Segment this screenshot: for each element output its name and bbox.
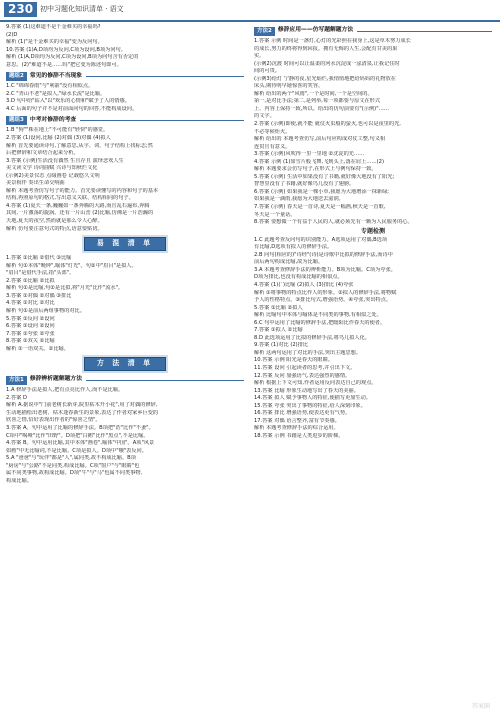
text-line: 17.答案 对偶 语言整齐,富有节奏感。 (254, 417, 340, 424)
text-line: 后把修辞和文章结合起来分析。 (6, 150, 79, 157)
text-line: 解析 (1)"是千金难买的幸福"变为反问句。 (6, 39, 103, 46)
text-line: 解析 句①是比喻,句②是比拟,将"月光"比作"流水"。 (6, 285, 124, 292)
text-line: 前后两句构成比喻,故为比喻。 (254, 259, 324, 266)
banner-title: 易 混 清 单 (84, 237, 166, 251)
text-line: 14.答案 拟人 赋予事物人的特征,使描写更加生动。 (254, 395, 371, 402)
section-tag: 题组2 (6, 72, 27, 81)
text-line: 解析 比喻句中本体与喻体是不同类的事物,有相似之处。 (254, 312, 382, 319)
text-line: 9.答案 (1)对比 (2)排比 (254, 342, 309, 349)
answer-block-2 (6, 83, 244, 113)
section-divider (86, 76, 244, 77)
text-line: 10.答案 示例 阳光是春天的眼睛。 (254, 357, 333, 364)
section-heading (6, 115, 244, 125)
text-line: "厨房"与"公路"不是同类,构成比喻。C项"窗户"与"眼睛"也 (6, 462, 140, 469)
text-line: 2.答案 D (6, 394, 27, 401)
text-line: 3.D 句中给"钻入"以"欢乐的心情和"赋予了人的情感。 (6, 98, 130, 105)
text-line: 欣喜之情,恰好表现出作者的"惊喜之情"。 (6, 417, 101, 424)
text-line: "眉目"是借代手法,指"头部"。 (6, 270, 75, 277)
text-line: 7.答案 ①拟人 ②比喻 (254, 327, 303, 334)
left-column (6, 24, 244, 485)
text-line: 1.C 此题考查反问句的识别能力。A选项运用了对偶,B选项 (254, 236, 388, 243)
text-line: 解析 给出的 本题考查仿写,前后句应构成对仗工整,句义相 (254, 136, 386, 143)
text-line: 构成比喻。 (6, 477, 32, 484)
text-line: 1.答案 示例 时间是一盏灯,心灯的光彩照在我身上,这是草木努力成长 (254, 38, 411, 44)
text-line: 解析 本题考查修辞手法的综合运用。 (254, 425, 339, 432)
section-title: 修辞辨析题解题方法 (29, 376, 83, 383)
text-line: 5.答案 ①比喻 ②拟人 (254, 304, 303, 311)
text-line: 解析 本题要求会仿写句子,在形式上与例句保持一致。 (254, 166, 377, 173)
text-line: (示例3)给灯 宁静的夜,星光灿烂,我悄悄地把给妈妈的礼物放在 (254, 75, 396, 82)
section-title: 常见的修辞不当现象 (29, 72, 83, 79)
text-line: 解析 (1)A,D项均为反问,C项为设问,B项为问句含有否定的 (6, 54, 139, 61)
text-line: 解析 本题考查仿写句子的能力。首先要读懂写的内容和句子的基本 (6, 187, 159, 194)
text-line: 其间,一片激荡的旋涡。还有一片山峦 (2)比喻,仿佛是一片浩瀚的 (6, 210, 154, 217)
text-line: 13.答案 比喻 形象生动地写出了春天的美丽。 (254, 387, 359, 394)
text-line: 美景相伴 奏出生命交响曲 (6, 180, 65, 187)
text-line: 4.答案 (1)(ˇ)比喻 (2)拟人 (3)排比 (4)夸张 (254, 281, 354, 288)
text-line: 上、内容上保持一致,所以。给出的仿句前要有"(示例)"…… (254, 105, 389, 112)
text-line: 如果我是一滴雨,我愿为大地送去滋润。 (254, 196, 344, 203)
text-line: 1.B "狗""株在地上"不可能有"轻快"的感觉。 (6, 127, 109, 134)
text-line: 2.答案 (1)设问,比喻 (2)对偶 (3)对偶 (4)拟人 (6, 135, 111, 142)
text-line: 10.答案 (1)A,D项均为反问,C项为设问,B项为问句。 (6, 46, 126, 53)
text-line: (示例2)沉渡 时间可以让温柔的河水沉淀成一泓清泉,让我记住时 (254, 60, 400, 67)
right-column (254, 24, 492, 440)
text-line: 解析 给出的两个"风雨",一个是时间,一个是空间的。 (254, 90, 373, 97)
text-line: 3.答案 (示例)生活没有偶然 生且存且 演绎悲欢人生 (6, 157, 124, 164)
answer-block-4 (6, 255, 244, 353)
text-line: 6.答案 ①设问 ②设问 (6, 323, 55, 330)
text-line: 8.D 此选项运用了比拟的修辞手法,将鸟儿拟人化。 (254, 334, 370, 341)
page-number: 230 (4, 2, 37, 17)
answer-block-7 (254, 237, 492, 441)
section-banner (6, 356, 244, 372)
text-line: 实。 (254, 53, 265, 60)
text-line: 1.答案 ①比喻 ②借代 ③比喻 (6, 255, 72, 262)
section-heading (6, 71, 244, 81)
text-line: 冬天是一个童话。 (254, 211, 296, 218)
answer-block-3 (6, 127, 244, 233)
text-line: 天地,夏天的夜空,然而就是那么令人心醉。 (6, 218, 103, 225)
text-line: 1.C "绵绵春雨"与"利箭"没有相似点。 (6, 83, 94, 90)
text-line: 解析 这两句运用了对比的手法,突出主题思想。 (254, 349, 362, 356)
text-line: (示例2)美景仪态 点缀画卷 记载悠久文明 (6, 172, 100, 179)
section-banner (6, 236, 244, 252)
text-line: 属不同类事物,故构成比喻。D项"牛"与"马"也属不同类事物, (6, 470, 143, 477)
text-line: 智慧里没有了书籍,就好像鸟儿没有了翅膀。 (254, 181, 355, 188)
text-line: 18.答案 示例 书籍是人类进步的阶梯。 (254, 432, 344, 439)
section-divider (357, 31, 492, 32)
text-line: 2.B 问句(相应的)"诗经"(诗)是诗歌中比拟的修辞手法,而诗中 (254, 251, 393, 258)
text-line: 1.A 修辞手法是拟人,把有点亮比作人,而不是比喻。 (6, 387, 124, 394)
answer-block-6 (254, 38, 492, 227)
text-line: 的成长,努力的终将得到回报。拥有无悔的人生,会配有甘美的果 (254, 45, 398, 52)
text-line: 有比喻,D选项有拟人的修辞手法。 (254, 244, 333, 251)
text-line: 5.答案 ①反问 ②设问 (6, 315, 55, 322)
section-title: 修辞应用——仿写题解题方法 (277, 27, 354, 34)
text-line: 意思。(2)"难道不是……吗"把它变为陈述句即可。 (6, 61, 122, 68)
text-line: 解析 句①是前后两组事物的对比。 (6, 307, 85, 314)
section-tag: 方法1 (6, 376, 27, 385)
section-heading (254, 26, 492, 36)
answer-block-5 (6, 387, 244, 485)
section-divider (80, 120, 244, 121)
section-divider (86, 380, 244, 381)
page-header (0, 0, 500, 22)
text-line: 4.答案 (1)夏天一条,巍巍如一条奔腾的大路,而且乱石遍布,奔腾 (6, 202, 150, 209)
section-tag: 题组3 (6, 116, 27, 125)
text-line: 2.C "青山不老"是拟人,"绿水长流"是比喻。 (6, 90, 106, 97)
text-line: D项为排比,也没有构成比喻的相似点。 (254, 274, 343, 281)
text-line: 9.答案 (1)这难道不是千金难买的幸福吗? (6, 24, 101, 30)
text-line: 3.答案 ①对偶 ②对偶 ③排比 (6, 292, 72, 299)
answer-block-1 (6, 24, 244, 69)
text-line: 解析 根据上下文可知,作者运用反问表达自己的观点。 (254, 380, 377, 387)
book-title: 初中习题化知识清单 · 语文 (40, 5, 124, 13)
text-line: 12.答案 反问 加强语气,表达强烈的感情。 (254, 372, 351, 379)
text-line: 床头,期待明早她惊喜的笑容。 (254, 83, 324, 90)
text-line: 予人的性格特点。③排比句式,增强语势。④夸张,突出特点。 (254, 297, 392, 304)
section-tag: 方法2 (254, 27, 275, 36)
text-line: 3.A 本题考查修辞手法的辨析能力。B项为比喻。C项为夸张。 (254, 266, 396, 273)
text-line: 的文字。 (254, 113, 275, 120)
section-title-center: 专题检测 (360, 227, 385, 235)
text-line: C项中"喝哑"比作"田野"。D项把"白鹅"比作"黑点",不是比喻。 (6, 432, 149, 439)
text-line: 4.答案 B。句中运用比喻,其中本体"画卷",喻体"中国"。A项"风景 (6, 440, 155, 447)
text-line: 间的可贵。 (254, 68, 280, 75)
text-line: 7.答案 ①夸张 ②夸张 (6, 330, 55, 337)
text-line: (2)D (6, 31, 18, 38)
watermark: 答案圈 (471, 703, 490, 710)
text-line: 生动地描绘出老树、枯木逢春新生的景象,表达了作者对家乡巨变的 (6, 409, 159, 416)
text-line: 解析 句①本体"晚钟",喻体"灯光"。句②中"眉目"是拟人。 (6, 262, 137, 269)
text-line: 解析 A.据说中"门前老树长新芽,院里枯木开小花",用了对偶的修辞, (6, 402, 158, 409)
text-line: 解析 首先要通读诗句,了解意思,从字、词、句子结构上找标志;然 (6, 142, 153, 149)
text-line: 6.答案 (示例) 如果我是一棵小草,我愿为大地增添一抹新绿; (254, 188, 390, 195)
section-title: 中考对修辞的考查 (29, 116, 77, 123)
text-line: 不必等候炬火。 (254, 128, 291, 135)
text-line: 5.A "爸爸"与"玩伴"都是"人",属同类,故不构成比喻。B项 (6, 455, 136, 462)
text-line: 11.答案 设问 引起读者的思考,并引出下文。 (254, 364, 356, 371)
text-line: 8.答案 要想做一个有益于人民的人,就必须先有一颗为人民服务的心。 (254, 219, 413, 226)
text-line: 如画"中无比喻词,不是比喻。C项是拟人。D项中"哦"表反问。 (6, 447, 147, 454)
text-line: 美文读文学 诗词曲赋 兴诗与知秋烂文化 (6, 165, 98, 172)
text-line: 连贯且有意义。 (254, 143, 291, 150)
text-line: 解析 ①一语双关。②比喻。 (6, 345, 69, 352)
text-line: 第一,是对比手法;第二,是列举,每一项都要与原文在形式 (254, 98, 381, 105)
text-line: 16.答案 排比 增强语势,使表达更有气势。 (254, 410, 351, 417)
text-line: 5.答案 (示例) 生活中如果没有了书籍,就好像大地没有了阳光; (254, 173, 395, 180)
text-line: 结构,再照原句的格式,写出意义关联、结构相同的句子。 (6, 195, 134, 202)
text-line: 2.答案 (示例)即使,就不能 就仗火虫般的萤火,也可以是夜里的光, (254, 121, 401, 128)
text-line: 15.答案 夸张 突出了事物的特征,给人深刻印象。 (254, 402, 366, 409)
text-line: 3.答案 (示例)风吹得一里一里地 ②沈淀的光…… (254, 151, 365, 158)
text-line: 8.答案 ①双关 ②比喻 (6, 338, 55, 345)
text-line: 解析 仿句要注意句式的特点,语意要贴切。 (6, 225, 103, 232)
text-line: 3.答案 A。句中运用了比喻的修辞手法。B项把"浩"比作"不蚤"。 (6, 424, 154, 431)
text-line: 7.答案 (示例) 春天是一首诗,夏天是一幅画,秋天是一首歌, (254, 204, 386, 211)
text-line: 解析 ①将事物的特点比作人的形象。②拟人的修辞手法,将物赋 (254, 289, 397, 296)
text-line: 2.答案 ①比喻 ②比拟 (6, 277, 55, 284)
section-heading (6, 375, 244, 385)
text-line: 4.答案 示例 (1)如雪片般飞舞,飞到头上,落在肩上……(2) (254, 158, 384, 165)
text-line: 4.答案 ①对比 ②对比 (6, 300, 55, 307)
banner-title: 方 法 清 单 (84, 357, 166, 371)
text-line: 6.C 句中运用了比喻的修辞手法,把暖阳比作春天的使者。 (254, 319, 386, 326)
text-line: 4.C 后面的句子并不是对前面问句的回答,不能构成设问。 (6, 105, 138, 112)
